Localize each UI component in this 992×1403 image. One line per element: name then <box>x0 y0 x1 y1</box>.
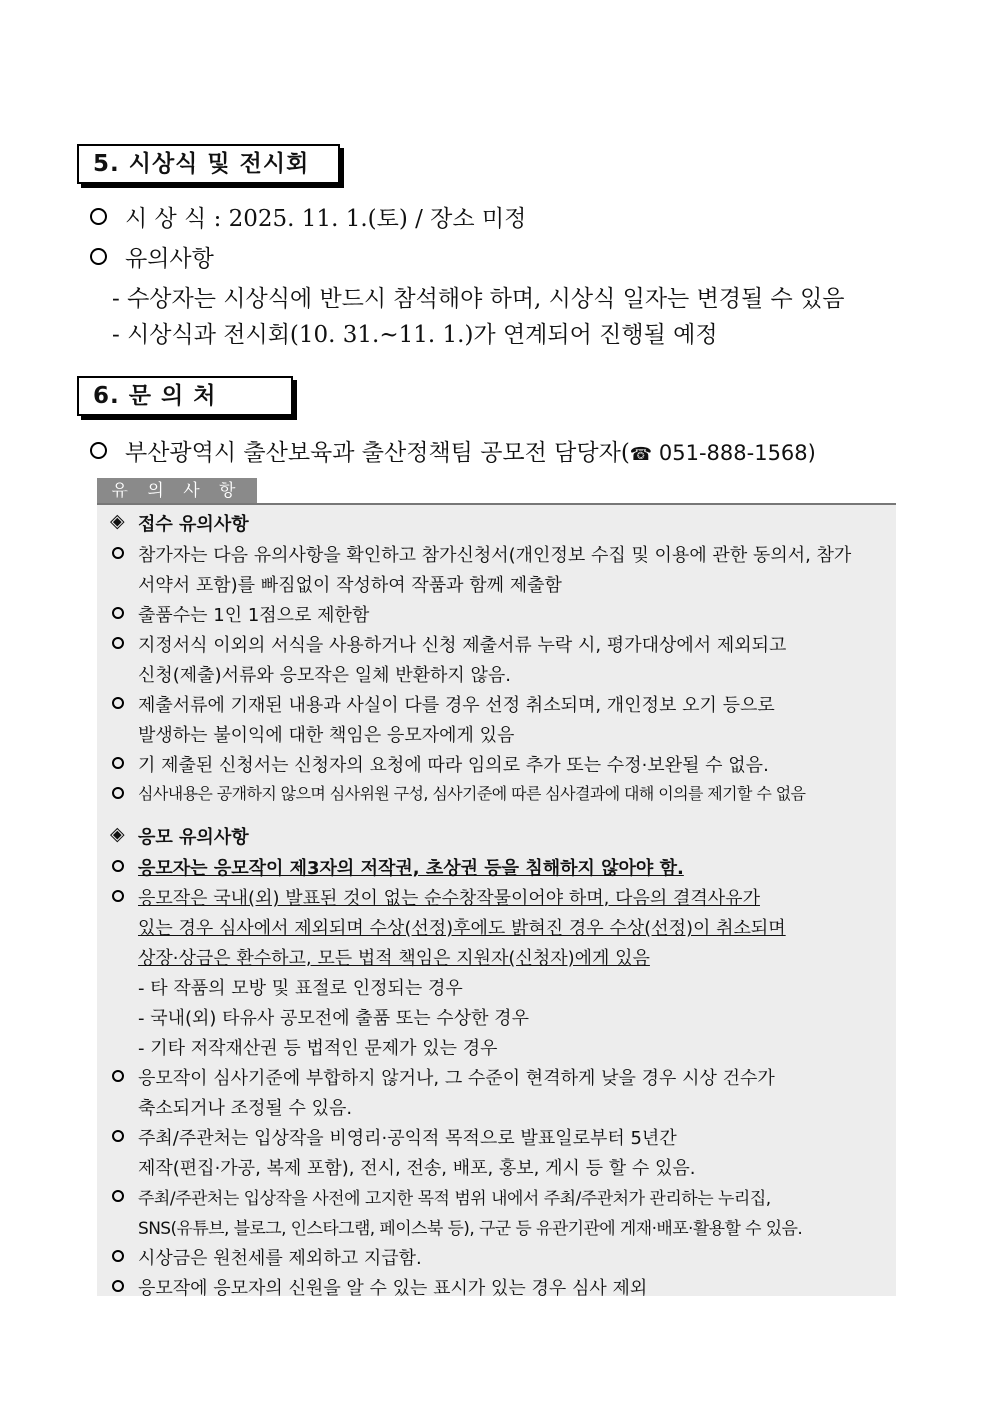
contact-text: 부산광역시 출산보육과 출산정책팀 공모전 담당자( <box>125 440 630 466</box>
section-5-title-text: 5. 시상식 및 전시회 <box>93 151 310 177</box>
entry-item-2c: 상장·상금은 환수하고, 모든 법적 책임은 지원자(신청자)에게 있음 <box>138 948 650 969</box>
entry-item-1: 응모자는 응모작이 제3자의 저작권, 초상권 등을 침해하지 않아야 함. <box>138 858 684 879</box>
diamond-bullet-icon: ◈ <box>110 510 125 532</box>
reception-heading: 접수 유의사항 <box>138 514 249 535</box>
section-6-title <box>77 376 293 416</box>
reception-item-6: 심사내용은 공개하지 않으며 심사위원 구성, 심사기준에 따른 심사결과에 대해 이의를 제기할 수 없음 <box>138 784 806 803</box>
entry-item-2a: 응모작은 국내(외) 발표된 것이 없는 순수창작물이어야 하며, 다음의 결격사유가 <box>138 888 760 909</box>
entry-item-6: 시상금은 원천세를 제외하고 지급함. <box>138 1248 422 1269</box>
bullet-icon <box>112 637 124 649</box>
reception-item-3a: 지정서식 이외의 서식을 사용하거나 신청 제출서류 누락 시, 평가대상에서 제외되고 <box>138 635 787 656</box>
circle-bullet-icon <box>90 442 107 459</box>
notice-text: 유의사항 <box>125 246 214 272</box>
section-5-title <box>77 144 340 184</box>
entry-heading: 응모 유의사항 <box>138 827 249 848</box>
section-6-title-text: 6. 문 의 처 <box>93 383 217 409</box>
ceremony-line <box>90 200 526 233</box>
bullet-icon <box>112 1070 124 1082</box>
reception-item-4b: 발생하는 불이익에 대한 책임은 응모자에게 있음 <box>138 725 515 746</box>
bullet-icon <box>112 787 124 799</box>
entry-item-3b: 축소되거나 조정될 수 있음. <box>138 1098 353 1119</box>
bullet-icon <box>112 860 124 872</box>
reception-item-5: 기 제출된 신청서는 신청자의 요청에 따라 임의로 추가 또는 수정·보완될 수 없음. <box>138 755 769 776</box>
entry-item-3a: 응모작이 심사기준에 부합하지 않거나, 그 수준이 현격하게 낮을 경우 시상 건수가 <box>138 1068 775 1089</box>
entry-item-4a: 주최/주관처는 입상작을 비영리·공익적 목적으로 발표일로부터 5년간 <box>138 1128 677 1149</box>
circle-bullet-icon <box>90 208 107 225</box>
reception-item-1a: 참가자는 다음 유의사항을 확인하고 참가신청서(개인정보 수집 및 이용에 관한 동의서, 참가 <box>138 545 852 566</box>
entry-item-4b: 제작(편집·가공, 복제 포함), 전시, 전송, 배포, 홍보, 게시 등 할 수 있음. <box>138 1158 696 1179</box>
reception-item-4a: 제출서류에 기재된 내용과 사실이 다를 경우 선정 취소되며, 개인정보 오기 등으로 <box>138 695 775 716</box>
bullet-icon <box>112 1130 124 1142</box>
entry-dash-1: - 타 작품의 모방 및 표절로 인정되는 경우 <box>138 978 463 999</box>
entry-item-2b: 있는 경우 심사에서 제외되며 수상(선정)후에도 밝혀진 경우 수상(선정)이 취소되며 <box>138 918 786 939</box>
reception-item-1b: 서약서 포함)를 빠짐없이 작성하여 작품과 함께 제출함 <box>138 575 562 596</box>
circle-bullet-icon <box>90 248 107 265</box>
bullet-icon <box>112 697 124 709</box>
bullet-icon <box>112 1190 124 1202</box>
reception-item-3b: 신청(제출)서류와 응모작은 일체 반환하지 않음. <box>138 665 512 686</box>
bullet-icon <box>112 607 124 619</box>
bullet-icon <box>112 547 124 559</box>
entry-item-5a: 주최/주관처는 입상작을 사전에 고지한 목적 범위 내에서 주최/주관처가 관리하는 누리집, <box>138 1189 771 1209</box>
bullet-icon <box>112 1280 124 1292</box>
contact-phone: 051-888-1568) <box>652 441 816 465</box>
notes-divider <box>97 503 896 505</box>
reception-item-2: 출품수는 1인 1점으로 제한함 <box>138 605 370 626</box>
bullet-icon <box>112 757 124 769</box>
entry-item-7: 응모작에 응모자의 신원을 알 수 있는 표시가 있는 경우 심사 제외 <box>138 1278 648 1299</box>
diamond-bullet-icon: ◈ <box>110 823 125 845</box>
contact-line <box>90 434 816 467</box>
entry-dash-2: - 국내(외) 타유사 공모전에 출품 또는 수상한 경우 <box>138 1008 529 1029</box>
notice-line <box>90 240 214 273</box>
bullet-icon <box>112 1250 124 1262</box>
notes-tab: 유 의 사 항 <box>97 478 257 504</box>
ceremony-text: 시 상 식 : 2025. 11. 1.(토) / 장소 미정 <box>125 206 527 232</box>
notice-dash-2: - 시상식과 전시회(10. 31.~11. 1.)가 연계되어 진행될 예정 <box>112 322 718 348</box>
entry-dash-3: - 기타 저작재산권 등 법적인 문제가 있는 경우 <box>138 1038 498 1059</box>
notice-dash-1: - 수상자는 시상식에 반드시 참석해야 하며, 시상식 일자는 변경될 수 있음 <box>112 286 845 312</box>
phone-icon: ☎ <box>629 444 653 465</box>
bullet-icon <box>112 890 124 902</box>
entry-item-5b: SNS(유튜브, 블로그, 인스타그램, 페이스북 등), 구군 등 유관기관에 게재·배포·활용할 수 있음. <box>138 1219 803 1239</box>
